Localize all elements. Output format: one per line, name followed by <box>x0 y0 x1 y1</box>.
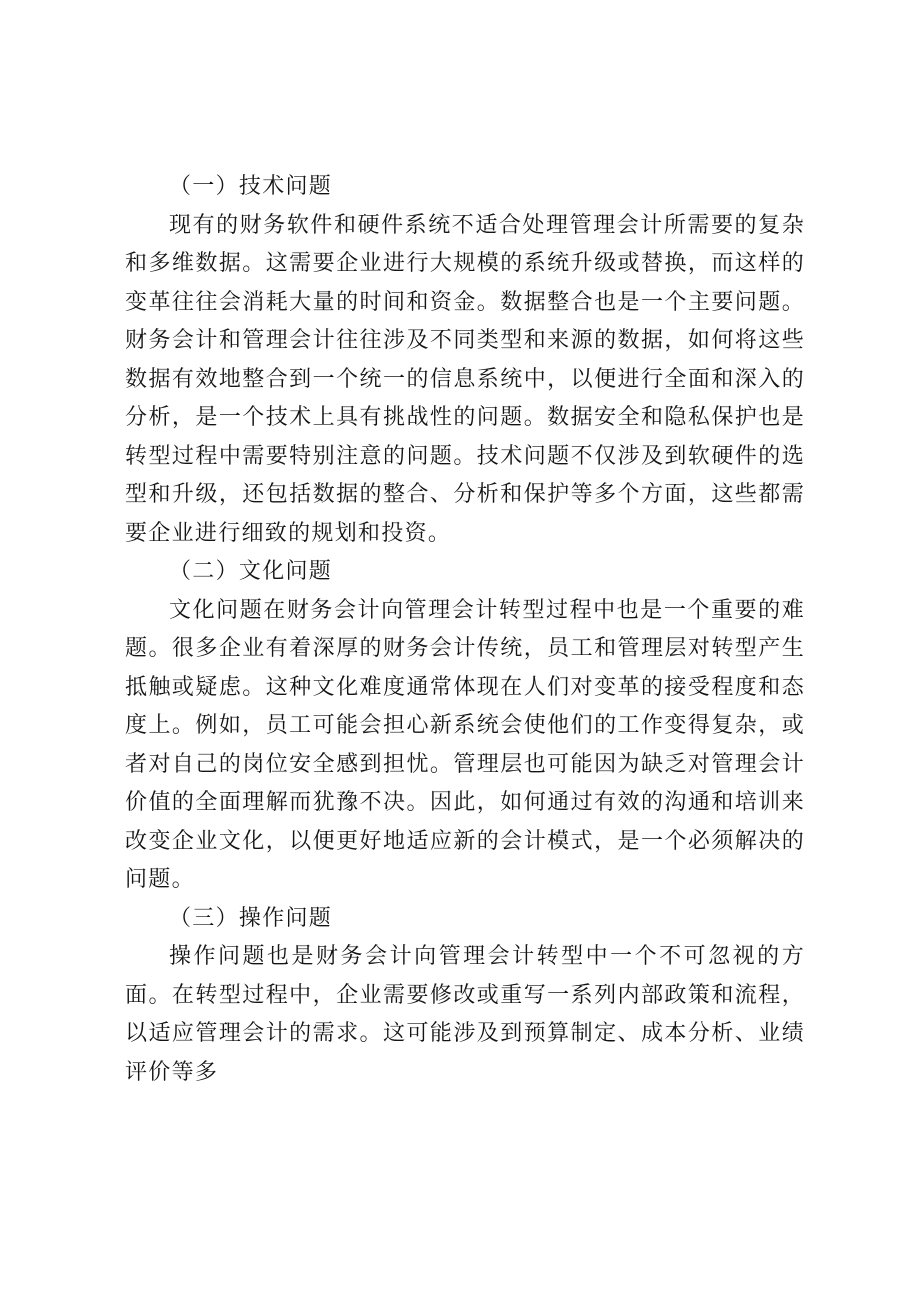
section-paragraph: 操作问题也是财务会计向管理会计转型中一个不可忽视的方面。在转型过程中，企业需要修改或重写一系列内部政策和流程，以适应管理会计的需求。这可能涉及到预算制定、成本分析、业绩评价等多 <box>125 944 805 1085</box>
section-technical <box>125 168 805 553</box>
section-paragraph: 文化问题在财务会计向管理会计转型过程中也是一个重要的难题。很多企业有着深厚的财务会计传统，员工和管理层对转型产生抵触或疑虑。这种文化难度通常体现在人们对变革的接受程度和态度上。例如，员工可能会担心新系统会使他们的工作变得复杂，或者对自己的岗位安全感到担忧。管理层也可能因为缺乏对管理会计价值的全面理解而犹豫不决。因此，如何通过有效的沟通和培训来改变企业文化，以便更好地适应新的会计模式，是一个必须解决的问题。 <box>125 597 805 892</box>
section-heading: （一）技术问题 <box>169 174 333 199</box>
section-cultural <box>125 553 805 900</box>
section-paragraph: 现有的财务软件和硬件系统不适合处理管理会计所需要的复杂和多维数据。这需要企业进行大规模的系统升级或替换，而这样的变革往往会消耗大量的时间和资金。数据整合也是一个主要问题。财务会计和管理会计往往涉及不同类型和来源的数据，如何将这些数据有效地整合到一个统一的信息系统中，以便进行全面和深入的分析，是一个技术上具有挑战性的问题。数据安全和隐私保护也是转型过程中需要特别注意的问题。技术问题不仅涉及到软硬件的选型和升级，还包括数据的整合、分析和保护等多个方面，这些都需要企业进行细致的规划和投资。 <box>125 212 805 546</box>
section-operational <box>125 900 805 1093</box>
section-heading: （二）文化问题 <box>169 559 333 584</box>
section-heading: （三）操作问题 <box>169 905 333 931</box>
document-page <box>125 168 805 1092</box>
